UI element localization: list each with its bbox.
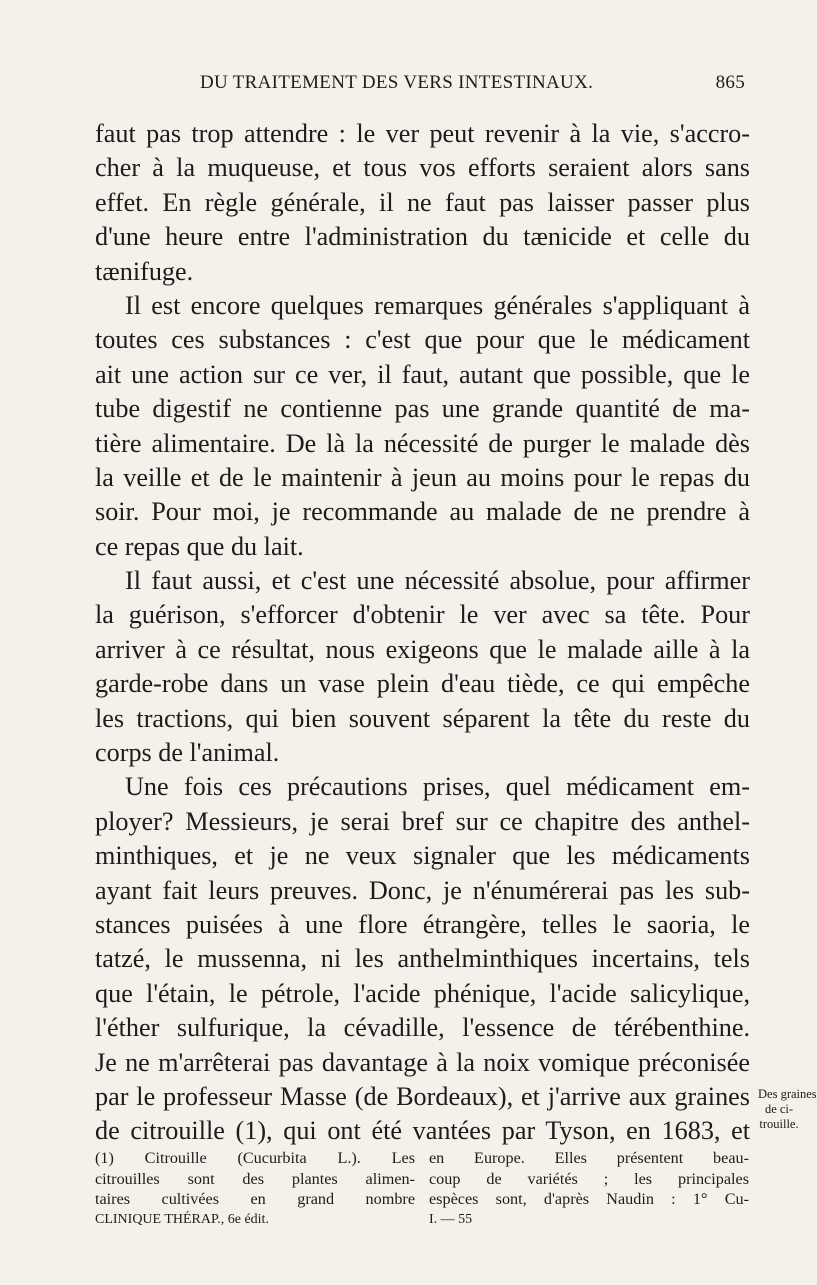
text-line: la guérison, s'efforcer d'obtenir le ver avec sa tête. Pour [95, 600, 750, 630]
text-line: d'une heure entre l'administration du tænicide et celle du [95, 222, 750, 252]
text-line: par le professeur Masse (de Bordeaux), et j'arrive aux graines [95, 1081, 750, 1111]
text-line: corps de l'animal. [95, 738, 280, 768]
text-line: garde-robe dans un vase plein d'eau tiède, ce qui empêche [95, 669, 750, 699]
text-line: faut pas trop attendre : le ver peut revenir à la vie, s'accro- [95, 119, 750, 148]
text-line: ayant fait leurs preuves. Donc, je n'énumérerai pas les sub- [95, 875, 750, 905]
text-line: ce repas que du lait. [95, 531, 304, 561]
text-line: Il faut aussi, et c'est une nécessité absolue, pour affirmer [125, 566, 750, 596]
text-line: tatzé, le mussenna, ni les anthelminthiques incertains, tels [95, 944, 750, 974]
footnote-line: I. — 55 [429, 1211, 473, 1227]
footnote-line: en Europe. Elles présentent beau- [429, 1149, 749, 1167]
text-line: tænifuge. [95, 256, 194, 286]
text-line: la veille et de le maintenir à jeun au moins pour le repas du [95, 462, 750, 492]
text-line: cher à la muqueuse, et tous vos efforts seraient alors sans [95, 153, 750, 183]
footnote-line: citrouilles sont des plantes alimen- [95, 1169, 415, 1188]
margin-note [758, 1087, 817, 1132]
text-line: arriver à ce résultat, nous exigeons que le malade aille à la [95, 634, 750, 664]
footnote-line: coup de variétés ; les principales [429, 1169, 749, 1188]
text-line: Une fois ces précautions prises, quel médicament em- [125, 772, 750, 802]
text-line: Il est encore quelques remarques générales s'appliquant à [125, 290, 750, 320]
text-line: ait une action sur ce ver, il faut, autant que possible, que le [95, 359, 750, 389]
running-title: DU TRAITEMENT DES VERS INTESTINAUX. [200, 72, 594, 93]
text-line: toutes ces substances : c'est que pour que le médicament [95, 325, 750, 355]
margin-note-line: de ci- [764, 1102, 794, 1116]
footnote-line: (1) Citrouille (Cucurbita L.). Les [95, 1149, 415, 1167]
footnote-right-column [429, 1148, 749, 1230]
text-line: Je ne m'arrêterai pas davantage à la noix vomique préconisée [95, 1047, 750, 1077]
text-line: minthiques, et je ne veux signaler que les médicaments [95, 841, 750, 871]
text-line: effet. En règle générale, il ne faut pas laisser passer plus [95, 187, 750, 217]
text-line: que l'étain, le pétrole, l'acide phénique, l'acide salicylique, [95, 978, 750, 1008]
footnote-line: CLINIQUE THÉRAP., 6e édit. [95, 1211, 269, 1227]
text-line: les tractions, qui bien souvent séparent la tête du reste du [95, 703, 750, 733]
footnote-line: espèces sont, d'après Naudin : 1° Cu- [429, 1190, 749, 1208]
text-line: tube digestif ne contienne pas une grande quantité de ma- [95, 394, 750, 424]
text-line: stances puisées à une flore étrangère, telles le saoria, le [95, 909, 750, 939]
text-line: de citrouille (1), qui ont été vantées par Tyson, en 1683, et [95, 1116, 750, 1146]
page-number: 865 [715, 72, 745, 93]
main-text [95, 117, 750, 1149]
footnote-left-column [95, 1148, 415, 1230]
text-line: ployer? Messieurs, je serai bref sur ce chapitre des anthel- [95, 806, 750, 836]
text-line: l'éther sulfurique, la cévadille, l'essence de térébenthine. [95, 1013, 750, 1043]
margin-note-line: Des graines [758, 1087, 817, 1101]
text-line: soir. Pour moi, je recommande au malade de ne prendre à [95, 497, 750, 527]
text-line: tière alimentaire. De là la nécessité de purger le malade dès [95, 428, 750, 458]
footnote-line: taires cultivées en grand nombre [95, 1190, 415, 1208]
margin-note-line: trouille. [759, 1117, 799, 1131]
